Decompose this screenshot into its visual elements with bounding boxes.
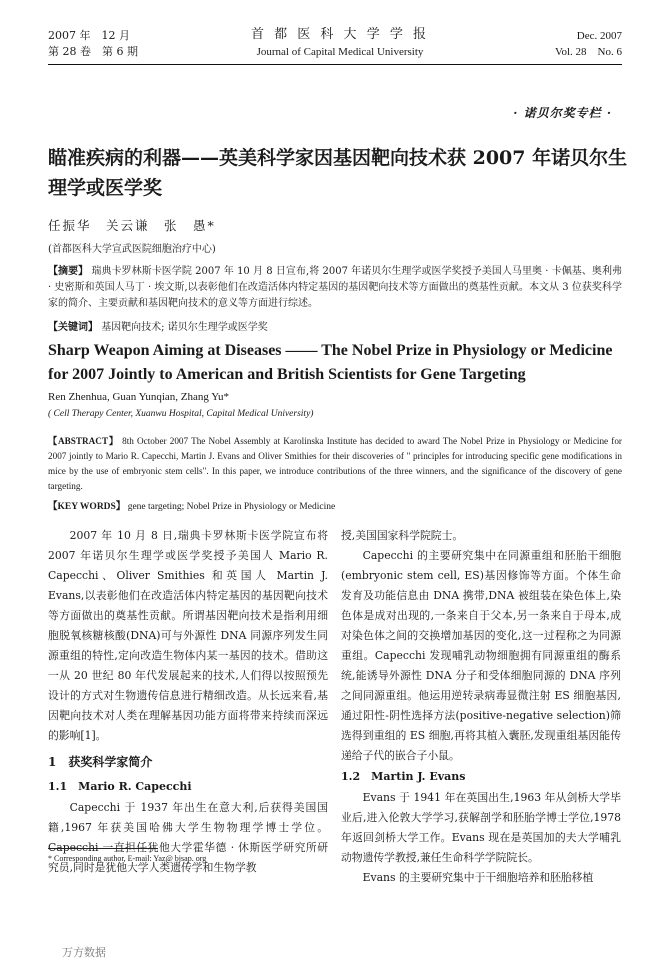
journal-name [220,26,460,60]
affiliation-en: ( Cell Therapy Center, Xuanwu Hospital, Capital Medical University) [48,409,314,419]
journal-name-cn: 首 都 医 科 大 学 学 报 [251,27,429,42]
abstract-cn [48,264,622,312]
issue-date: 2007 年 12 月 [48,29,130,42]
journal-name-en: Journal of Capital Medical University [256,46,424,58]
keywords-cn [48,318,268,333]
article-title-en: Sharp Weapon Aiming at Diseases —— The Nobel Prize in Physiology or Medicine for 2007 Jointly to American and British Scientists for Gene Targeting [48,342,613,383]
abstract-cn-label: 【摘要】 [48,266,89,277]
keywords-cn-label: 【关键词】 [48,322,98,333]
keywords-en-label: 【KEY WORDS】 [48,502,126,512]
abstract-en [48,434,622,494]
section-heading-1-1: 1.1 Mario R. Capecchi [48,780,192,793]
keywords-cn-text: 基因靶向技术; 诺贝尔生理学或医学奖 [101,322,268,333]
affiliation-cn: (首都医科大学宣武医院细胞治疗中心) [48,244,216,255]
section-heading-1: 1 获奖科学家简介 [48,755,153,769]
issue-date-en: Dec. 2007 [576,30,622,42]
watermark: 万方数据 [62,946,106,959]
intro-paragraph: 2007 年 10 月 8 日,瑞典卡罗林斯卡医学院宣布将 2007 年诺贝尔生理学或医学奖授予美国人 Mario R. Capecchi、Oliver Smithies 和英国人 Martin J. Evans,以表彰他们在改造活体内特定基因的基因靶向技术等方面做出的奠基性贡献。所谓基因靶向技术是指利用细胞脱氧核糖核酸(DNA)可与外源性 DNA 同源序列发生同源重组的特性,定向改造生物体内某一基因的技术。借助这一从 20 世纪 80 年代发展起来的技术,人们得以按照预先设计的方式对生物遗传信息进行精细改造。从长远来看,基因靶向技术对人类在理解基因功能方面将带来持续而深远的影响[1]。 [48,529,328,742]
evans-paragraph-1: Evans 于 1941 年在英国出生,1963 年从剑桥大学毕业后,进入伦敦大学学习,获解剖学和胚胎学博士学位,1978 年返回剑桥大学工作。Evans 现在是英国加的夫大学哺乳动物遗传学教授,兼任生命科学学院院长。 [341,791,621,864]
header-divider [48,64,622,65]
journal-date-volume-en [555,28,622,60]
footnote-divider [48,848,158,849]
section-heading-1-2: 1.2 Martin J. Evans [341,770,466,783]
volume-number-en: Vol. 28 No. 6 [554,46,622,58]
column-tag: · 诺贝尔奖专栏 · [513,106,612,120]
authors-cn: 任振华 关云谦 张 愚* [48,218,216,233]
body-column-right [341,526,621,888]
abstract-en-text: 8th October 2007 The Nobel Assembly at Karolinska Institute has decided to award The Nobel Prize in Physiology or Medicine for 2007 jointly to Mario R. Capecchi, Martin J. Evans and Oliver Smithies for their discoveries of " principles for introducing specific gene modifications in mice by the use of embryonic stem cells". In this paper, we introduce contributions of the three winners, and the significance of the discovery of gene targeting. [48,436,622,491]
footnote: * Corresponding author, E-mail: Yaz@ bjsap. org [48,854,207,863]
capecchi-paragraph-1-cont: 授,美国国家科学院院士。 [341,529,464,542]
volume-number: 第 28 卷 第 6 期 [48,45,138,58]
keywords-en-text: gene targeting; Nobel Prize in Physiology or Medicine [127,502,336,512]
capecchi-paragraph-1: Capecchi 于 1937 年出生在意大利,后获得美国国籍,1967 年获美国哈佛大学生物物理学博士学位。Capecchi 一直担任犹他大学霍华德 · 休斯医学研究所研究员,同时是犹他大学人类遗传学和生物学教 [48,801,328,874]
body-column-left [48,526,328,878]
journal-date-volume [48,28,138,60]
abstract-cn-text: 瑞典卡罗林斯卡医学院 2007 年 10 月 8 日宣布,将 2007 年诺贝尔生理学或医学奖授予美国人马里奥 · 卡佩基、奥利弗 · 史密斯和英国人马丁 · 埃文斯,以表彰他们在改造活体内特定基因的基因靶向技术等方面做出的奠基性贡献。本文从 3 位获奖科学家的简介、主要贡献和基因靶向技术的意义等方面进行综述。 [48,266,622,309]
keywords-en [48,498,335,512]
abstract-en-label: 【ABSTRACT】 [48,436,119,446]
capecchi-paragraph-2: Capecchi 的主要研究集中在同源重组和胚胎干细胞(embryonic stem cell, ES)基因修饰等方面。个体生命发育及功能信息由 DNA 携带,DNA 被组装在染色体上,染色体是成对出现的,一条来自于父本,另一条来自于母本,成对染色体之间的交换增加基因的变化,这一过程称之为同源重组。Capecchi 发现哺乳动物细胞拥有同源重组的酶系统,能诱导外源性 DNA 分子和受体细胞同源的 DNA 序列之间同源重组。他运用逆转录病毒显微注射 ES 细胞基因,通过阳性-阴性选择方法(positive-negative selection)筛选得到重组的 ES 细胞,再将其植入囊胚,发现重组基因能传递给子代的嵌合子小鼠。 [341,549,621,762]
article-title-cn: 瞄准疾病的利器——英美科学家因基因靶向技术获 2007 年诺贝尔生理学或医学奖 [48,147,628,199]
evans-paragraph-2: Evans 的主要研究集中于干细胞培养和胚胎移植 [362,871,594,884]
authors-en: Ren Zhenhua, Guan Yunqian, Zhang Yu* [48,391,229,403]
